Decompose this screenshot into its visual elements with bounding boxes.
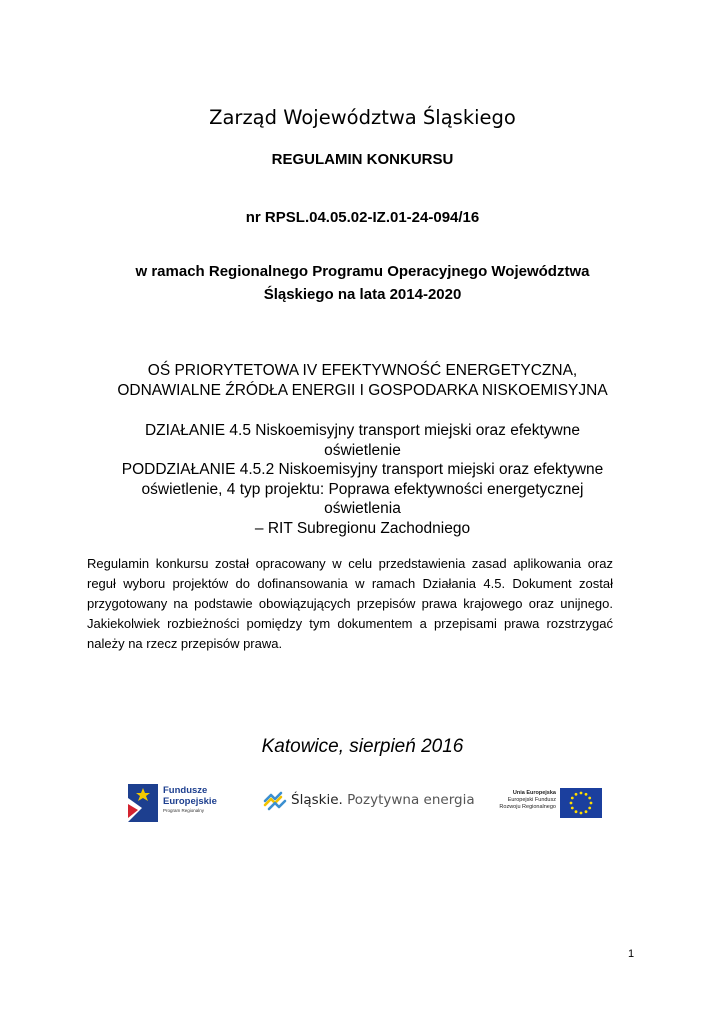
priority-axis-line-1: OŚ PRIORYTETOWA IV EFEKTYWNOŚĆ ENERGETYCZNA, bbox=[147, 362, 578, 379]
fe-text bbox=[163, 785, 217, 815]
program-line-2: Śląskiego na lata 2014-2020 bbox=[263, 286, 462, 303]
competition-number: nr RPSL.04.05.02-IZ.01-24-094/16 bbox=[245, 209, 480, 226]
slaskie-slogan: Pozytywna energia bbox=[347, 792, 475, 808]
measure-line-1: DZIAŁANIE 4.5 Niskoemisyjny transport miejski oraz efektywne bbox=[144, 422, 580, 439]
eu-line-1: Unia Europejska bbox=[512, 790, 556, 796]
page-number: 1 bbox=[628, 948, 635, 960]
slaskie-logo bbox=[263, 789, 475, 815]
submeasure-line-1: PODDZIAŁANIE 4.5.2 Niskoemisyjny transport miejski oraz efektywne bbox=[121, 461, 604, 478]
eu-flag-icon bbox=[560, 788, 602, 818]
fe-line-3: Program Regionalny bbox=[163, 808, 205, 813]
eu-logo bbox=[480, 787, 605, 819]
fe-flag-icon bbox=[128, 784, 158, 822]
fe-line-1: Fundusze bbox=[163, 785, 208, 796]
slaskie-name: Śląskie. bbox=[291, 792, 343, 808]
eu-line-2: Europejski Fundusz bbox=[507, 797, 556, 803]
priority-axis-line-2: ODNAWIALNE ŹRÓDŁA ENERGII I GOSPODARKA NISKOEMISYJNA bbox=[117, 382, 608, 399]
eu-line-3: Rozwoju Regionalnego bbox=[499, 804, 556, 810]
fundusze-europejskie-logo bbox=[128, 783, 238, 823]
document-title: REGULAMIN KONKURSU bbox=[271, 151, 454, 168]
eu-text bbox=[499, 790, 556, 811]
organization-name: Zarząd Województwa Śląskiego bbox=[209, 106, 516, 129]
program-line-1: w ramach Regionalnego Programu Operacyjnego Województwa bbox=[135, 263, 590, 280]
submeasure-line-2: oświetlenie, 4 typ projektu: Poprawa efektywności energetycznej bbox=[141, 480, 584, 498]
submeasure-line-3: oświetlenia bbox=[324, 500, 401, 517]
slaskie-wave-icon bbox=[263, 789, 287, 813]
place-and-date: Katowice, sierpień 2016 bbox=[261, 736, 464, 757]
slaskie-text bbox=[291, 792, 475, 808]
submeasure-line-4: – RIT Subregionu Zachodniego bbox=[254, 519, 471, 537]
fe-line-2: Europejskie bbox=[163, 796, 217, 807]
measure-line-2: oświetlenie bbox=[324, 441, 401, 459]
intro-paragraph: Regulamin konkursu został opracowany w celu przedstawienia zasad aplikowania oraz reguł wyboru projektów do dofinansowania w ramach Działania 4.5. Dokument został przygotowany na podstawie obowiązujących przepisów prawa krajowego oraz unijnego. Jakiekolwiek rozbieżności pomiędzy tym dokumentem a przepisami prawa rozstrzygać należy na rzecz przepisów prawa. bbox=[87, 556, 613, 651]
program-name bbox=[0, 260, 725, 306]
measure-block bbox=[0, 421, 725, 538]
priority-axis bbox=[0, 361, 725, 401]
